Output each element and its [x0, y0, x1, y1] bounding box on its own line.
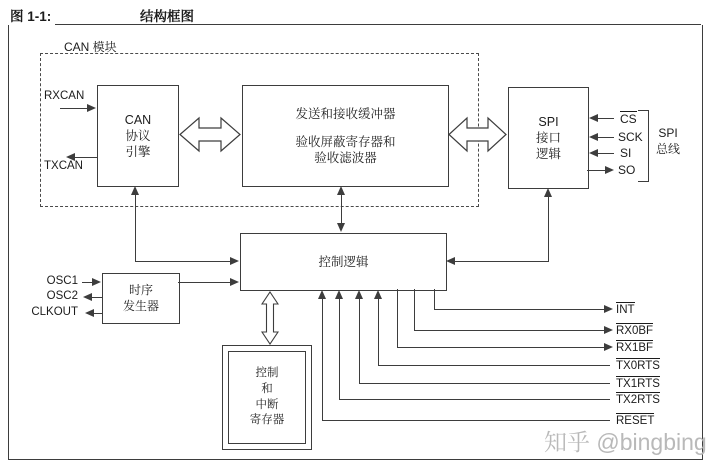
regs-line4: 寄存器	[249, 414, 285, 427]
arrow-osc2-icon	[83, 293, 92, 301]
arrow-into-spi-icon	[544, 188, 552, 197]
wire-engine-control-v	[135, 188, 136, 262]
arrow-into-buffers-icon	[337, 186, 345, 195]
wire-so	[587, 170, 606, 171]
sck-label: SCK	[618, 130, 643, 144]
can-engine-line1: CAN	[124, 112, 152, 127]
spi-bus-line2: 总线	[656, 142, 681, 157]
bidir-block-arrow-buffers-spi	[448, 116, 507, 153]
wire-rx1bf-v	[397, 289, 398, 348]
wire-tx2rts-h	[339, 399, 610, 400]
wire-reset-h	[322, 420, 610, 421]
timing-gen-line2: 发生器	[122, 298, 159, 313]
so-label: SO	[618, 163, 636, 177]
bidir-block-arrow-engine-buffers	[179, 116, 241, 153]
ctrl-int-registers-block	[228, 351, 306, 444]
arrow-txcan-icon	[66, 153, 75, 161]
reset-text: RESET	[616, 415, 655, 427]
wire-tx0rts-v	[378, 298, 379, 366]
tx2rts-label	[616, 392, 660, 407]
arrow-into-control-top-icon	[337, 223, 345, 232]
wire-rx1bf-h	[397, 347, 604, 348]
can-engine-line2: 协议	[125, 128, 151, 143]
spi-bus-label	[656, 125, 680, 157]
tx1rts-text: TX1RTS	[616, 378, 660, 390]
bidir-block-arrow-control-registers	[261, 291, 279, 345]
arrow-into-control-left2-icon	[230, 278, 239, 286]
regs-line2: 和	[261, 382, 273, 395]
arrow-rx1bf-icon	[604, 343, 613, 351]
wire-timing-control	[178, 282, 231, 283]
arrow-into-control-right-icon	[446, 257, 455, 265]
wire-reset-v	[322, 298, 323, 421]
regs-line1: 控制	[255, 367, 279, 380]
wire-spi-control-h	[455, 261, 548, 262]
osc1-label: OSC1	[46, 275, 78, 287]
wire-tx1rts-v	[359, 298, 360, 384]
wire-si	[597, 153, 614, 154]
tx1rts-label	[616, 376, 660, 391]
wire-buffers-control	[341, 194, 342, 226]
watermark: 知乎 @bingbing	[544, 429, 707, 455]
wire-int-v	[434, 289, 435, 310]
osc2-label: OSC2	[46, 290, 78, 302]
arrow-si-icon	[589, 149, 598, 157]
tx0rts-text: TX0RTS	[616, 360, 660, 372]
arrow-so-icon	[605, 166, 614, 174]
txcan-label: TXCAN	[44, 160, 83, 172]
wire-engine-control-h	[135, 261, 231, 262]
spi-logic-line3: 逻辑	[535, 147, 561, 162]
spi-bus-bracket	[638, 110, 649, 182]
wire-spi-control-v	[548, 195, 549, 262]
buffers-line2: 验收屏蔽寄存器和	[295, 134, 396, 149]
rx1bf-label	[616, 340, 653, 355]
wire-tx2rts-v	[339, 298, 340, 400]
control-logic-block	[240, 233, 447, 291]
spi-interface-logic-block	[508, 87, 589, 189]
ctrl-int-registers-outer	[222, 345, 312, 450]
arrow-rx0bf-icon	[604, 326, 613, 334]
cs-label	[620, 111, 637, 126]
wire-int-h	[434, 309, 604, 310]
control-logic-label: 控制逻辑	[318, 254, 369, 269]
buffers-line3: 验收滤波器	[314, 151, 377, 166]
tx2rts-text: TX2RTS	[616, 394, 660, 406]
int-text: INT	[616, 304, 635, 316]
arrow-sck-icon	[589, 133, 598, 141]
rxcan-label: RXCAN	[44, 90, 85, 102]
spi-logic-line1: SPI	[538, 114, 559, 129]
can-engine-line3: 引擎	[125, 145, 151, 160]
arrow-clkout-icon	[85, 309, 94, 317]
wire-tx1rts-h	[359, 383, 610, 384]
can-protocol-engine-block	[97, 85, 179, 187]
spi-logic-line2: 接口	[535, 130, 561, 145]
figure-number: 图 1-1:	[10, 9, 52, 24]
wire-rx0bf-v	[414, 289, 415, 331]
arrow-rxcan-icon	[87, 104, 96, 112]
spi-bus-line1: SPI	[658, 126, 678, 140]
arrow-cs-icon	[589, 114, 598, 122]
tx0rts-label	[616, 358, 660, 373]
wire-cs	[597, 118, 614, 119]
wire-sck	[597, 137, 614, 138]
rx0bf-text: RX0BF	[616, 325, 654, 337]
wire-rx0bf-h	[414, 330, 604, 331]
figure-title: 结构框图	[140, 9, 194, 24]
timing-generator-block	[102, 273, 180, 324]
arrow-into-control-left1-icon	[230, 257, 239, 265]
tx-rx-buffers-block	[242, 85, 449, 187]
timing-gen-line1: 时序	[128, 282, 153, 297]
si-label: SI	[620, 146, 632, 160]
regs-line3: 中断	[255, 398, 279, 411]
arrow-osc1-icon	[92, 278, 101, 286]
wire-tx0rts-h	[378, 365, 610, 366]
wire-txcan	[73, 157, 97, 158]
buffers-line1: 发送和接收缓冲器	[295, 106, 396, 121]
can-module-label: CAN 模块	[64, 40, 117, 54]
arrow-int-icon	[604, 305, 613, 313]
cs-text: CS	[620, 112, 637, 126]
wire-rxcan	[60, 108, 90, 109]
rx1bf-text: RX1BF	[616, 342, 654, 354]
rx0bf-label	[616, 323, 653, 338]
clkout-label: CLKOUT	[31, 306, 78, 318]
arrow-into-engine-icon	[131, 186, 139, 195]
int-label	[616, 302, 635, 317]
